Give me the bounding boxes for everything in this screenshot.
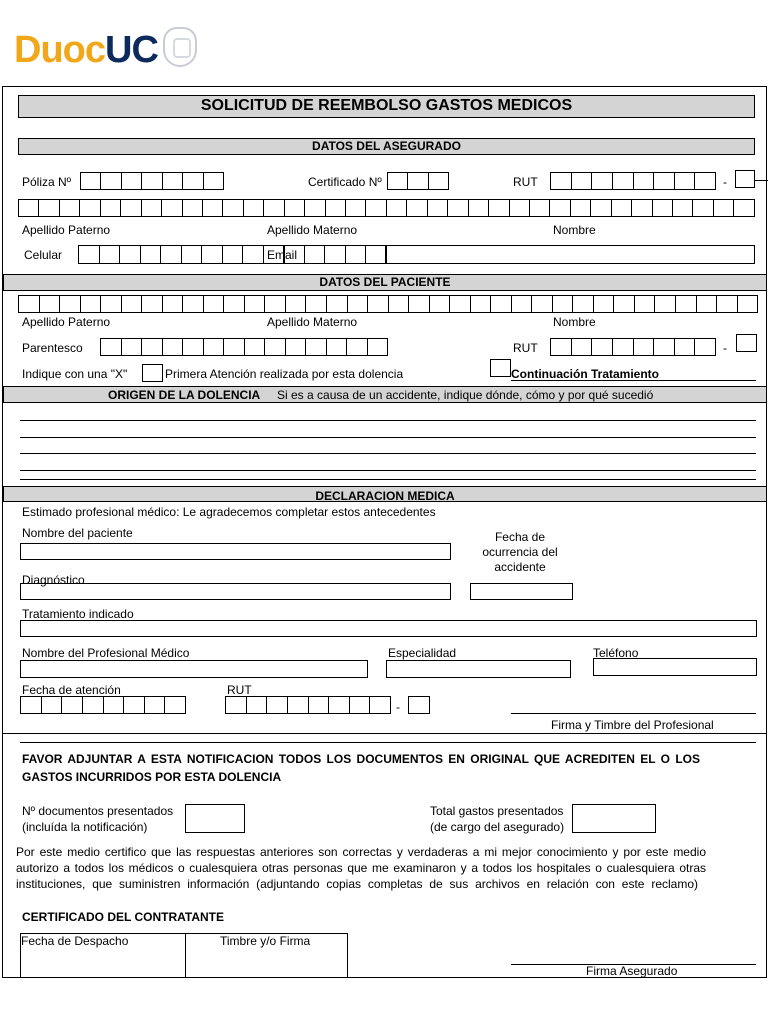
diagnostico-label: Diagnóstico <box>22 573 85 587</box>
gastos-label <box>430 803 564 835</box>
certificado-input[interactable] <box>387 172 449 190</box>
certificado-label: Certificado Nº <box>308 175 382 189</box>
certifico-line-2: autorizo a todos los médicos o cualesquiera otras personas que me examinaron y a todos los hospitales o cualesquiera otras <box>16 861 706 875</box>
section-paciente-header: DATOS DEL PACIENTE <box>3 274 767 291</box>
asegurado-nombres-input[interactable] <box>18 199 755 217</box>
paciente-rut-label: RUT <box>513 341 538 355</box>
diagnostico-input[interactable] <box>20 583 451 600</box>
declaracion-intro: Estimado profesional médico: Le agradecemos completar estos antecedentes <box>22 505 436 519</box>
paciente-rut-dash: - <box>723 341 727 355</box>
gastos-label-line-2: (de cargo del asegurado) <box>430 820 565 834</box>
profesional-label: Nombre del Profesional Médico <box>22 646 190 660</box>
profesional-rut-label: RUT <box>227 683 252 697</box>
paciente-rut-input[interactable] <box>550 338 716 356</box>
asegurado-rut-dash: - <box>723 175 727 189</box>
asegurado-rut-label: RUT <box>513 175 538 189</box>
fecha-ocurrencia-line-3: accidente <box>494 560 546 574</box>
fecha-ocurrencia-line-1: Fecha de <box>494 530 546 544</box>
divider <box>20 742 756 743</box>
documentos-label-line-2: (incluída la notificación) <box>22 820 148 834</box>
paciente-rut-dv-input[interactable] <box>736 334 757 352</box>
fecha-ocurrencia-input[interactable] <box>470 583 573 600</box>
logo-duoc: Duoc <box>14 29 105 71</box>
fecha-despacho-label: Fecha de Despacho <box>21 934 129 948</box>
form-title: SOLICITUD DE REEMBOLSO GASTOS MEDICOS <box>18 95 755 118</box>
duoc-uc-logo <box>14 30 158 70</box>
profesional-input[interactable] <box>20 660 368 678</box>
fecha-atencion-label: Fecha de atención <box>22 683 121 697</box>
timbre-input[interactable] <box>185 945 347 978</box>
gastos-input[interactable] <box>572 804 656 833</box>
poliza-input[interactable] <box>80 172 224 190</box>
adjuntar-line-2: GASTOS INCURRIDOS POR ESTA DOLENCIA <box>22 770 282 784</box>
fecha-ocurrencia-line-2: ocurrencia del <box>482 545 558 559</box>
indique-x-label: Indique con una "X" <box>22 367 128 381</box>
origen-line[interactable] <box>20 420 756 421</box>
documentos-label <box>22 803 173 835</box>
profesional-rut-input[interactable] <box>225 696 391 714</box>
fecha-ocurrencia-label <box>470 530 570 575</box>
divider <box>511 380 756 381</box>
especialidad-label: Especialidad <box>388 646 457 660</box>
fecha-atencion-input[interactable] <box>20 696 186 714</box>
paciente-apellido-materno-label: Apellido Materno <box>267 315 358 329</box>
section-declaracion-header: DECLARACION MEDICA <box>3 486 767 502</box>
telefono-label: Teléfono <box>593 646 639 660</box>
asegurado-rut-dv-input[interactable] <box>735 170 755 188</box>
asegurado-rut-input[interactable] <box>550 172 716 190</box>
section-origen-header <box>3 386 767 403</box>
parentesco-input[interactable] <box>100 338 388 356</box>
documentos-input[interactable] <box>185 804 245 833</box>
poliza-label: Póliza Nº <box>22 175 72 189</box>
email-label: Email <box>267 248 298 262</box>
paciente-nombre-label: Nombre <box>553 315 596 329</box>
origen-title: ORIGEN DE LA DOLENCIA <box>108 388 261 402</box>
celular-label: Celular <box>24 248 63 262</box>
continuacion-label: Continuación Tratamiento <box>511 367 660 381</box>
paciente-apellido-paterno-label: Apellido Paterno <box>22 315 111 329</box>
gastos-label-line-1: Total gastos presentados <box>430 804 564 818</box>
asegurado-apellido-paterno-label: Apellido Paterno <box>22 223 111 237</box>
parentesco-label: Parentesco <box>22 341 83 355</box>
origen-line[interactable] <box>20 470 756 471</box>
firma-asegurado-label: Firma Asegurado <box>586 964 678 978</box>
firma-profesional-label: Firma y Timbre del Profesional <box>551 718 714 732</box>
documentos-label-line-1: Nº documentos presentados <box>22 804 174 818</box>
paciente-nombres-input[interactable] <box>18 295 758 313</box>
contratante-header: CERTIFICADO DEL CONTRATANTE <box>22 910 224 924</box>
email-boxes[interactable] <box>284 245 386 264</box>
divider <box>3 733 767 734</box>
firma-profesional-line[interactable] <box>511 713 756 714</box>
adjuntar-line-1: FAVOR ADJUNTAR A ESTA NOTIFICACION TODOS LOS DOCUMENTOS EN ORIGINAL QUE ACREDITEN EL O LOS <box>22 752 700 766</box>
telefono-input[interactable] <box>593 658 757 676</box>
tratamiento-input[interactable] <box>20 620 757 637</box>
origen-line[interactable] <box>20 479 756 480</box>
origen-line[interactable] <box>20 437 756 438</box>
continuacion-checkbox[interactable] <box>490 359 511 377</box>
timbre-label: Timbre y/o Firma <box>220 934 311 948</box>
primera-atencion-label: Primera Atención realizada por esta dolencia <box>165 367 404 381</box>
asegurado-nombre-label: Nombre <box>553 223 596 237</box>
certifico-line-1: Por este medio certifico que las respuestas anteriores son correctas y verdaderas a mi mejor conocimiento y por este medio <box>16 845 706 859</box>
profesional-rut-dv-input[interactable] <box>408 696 430 714</box>
origen-hint: Si es a causa de un accidente, indique dónde, cómo y por qué sucedió <box>277 388 654 402</box>
university-seal-icon <box>163 27 197 67</box>
primera-atencion-checkbox[interactable] <box>142 364 163 382</box>
logo-uc: UC <box>105 29 158 71</box>
tratamiento-label: Tratamiento indicado <box>22 607 134 621</box>
origen-line[interactable] <box>20 453 756 454</box>
section-asegurado-header: DATOS DEL ASEGURADO <box>18 138 755 155</box>
especialidad-input[interactable] <box>386 660 571 678</box>
fecha-despacho-input[interactable] <box>20 945 184 978</box>
asegurado-apellido-materno-label: Apellido Materno <box>267 223 358 237</box>
email-input[interactable] <box>386 245 755 264</box>
divider <box>755 180 768 181</box>
celular-input[interactable] <box>78 245 284 264</box>
nombre-paciente-input[interactable] <box>20 543 451 560</box>
nombre-paciente-label: Nombre del paciente <box>22 526 133 540</box>
profesional-rut-dash: - <box>396 700 400 714</box>
certifico-line-3: instituciones, que suministren información (adjuntando copias completas de sus archivos en relación con este reclamo) <box>16 877 698 891</box>
